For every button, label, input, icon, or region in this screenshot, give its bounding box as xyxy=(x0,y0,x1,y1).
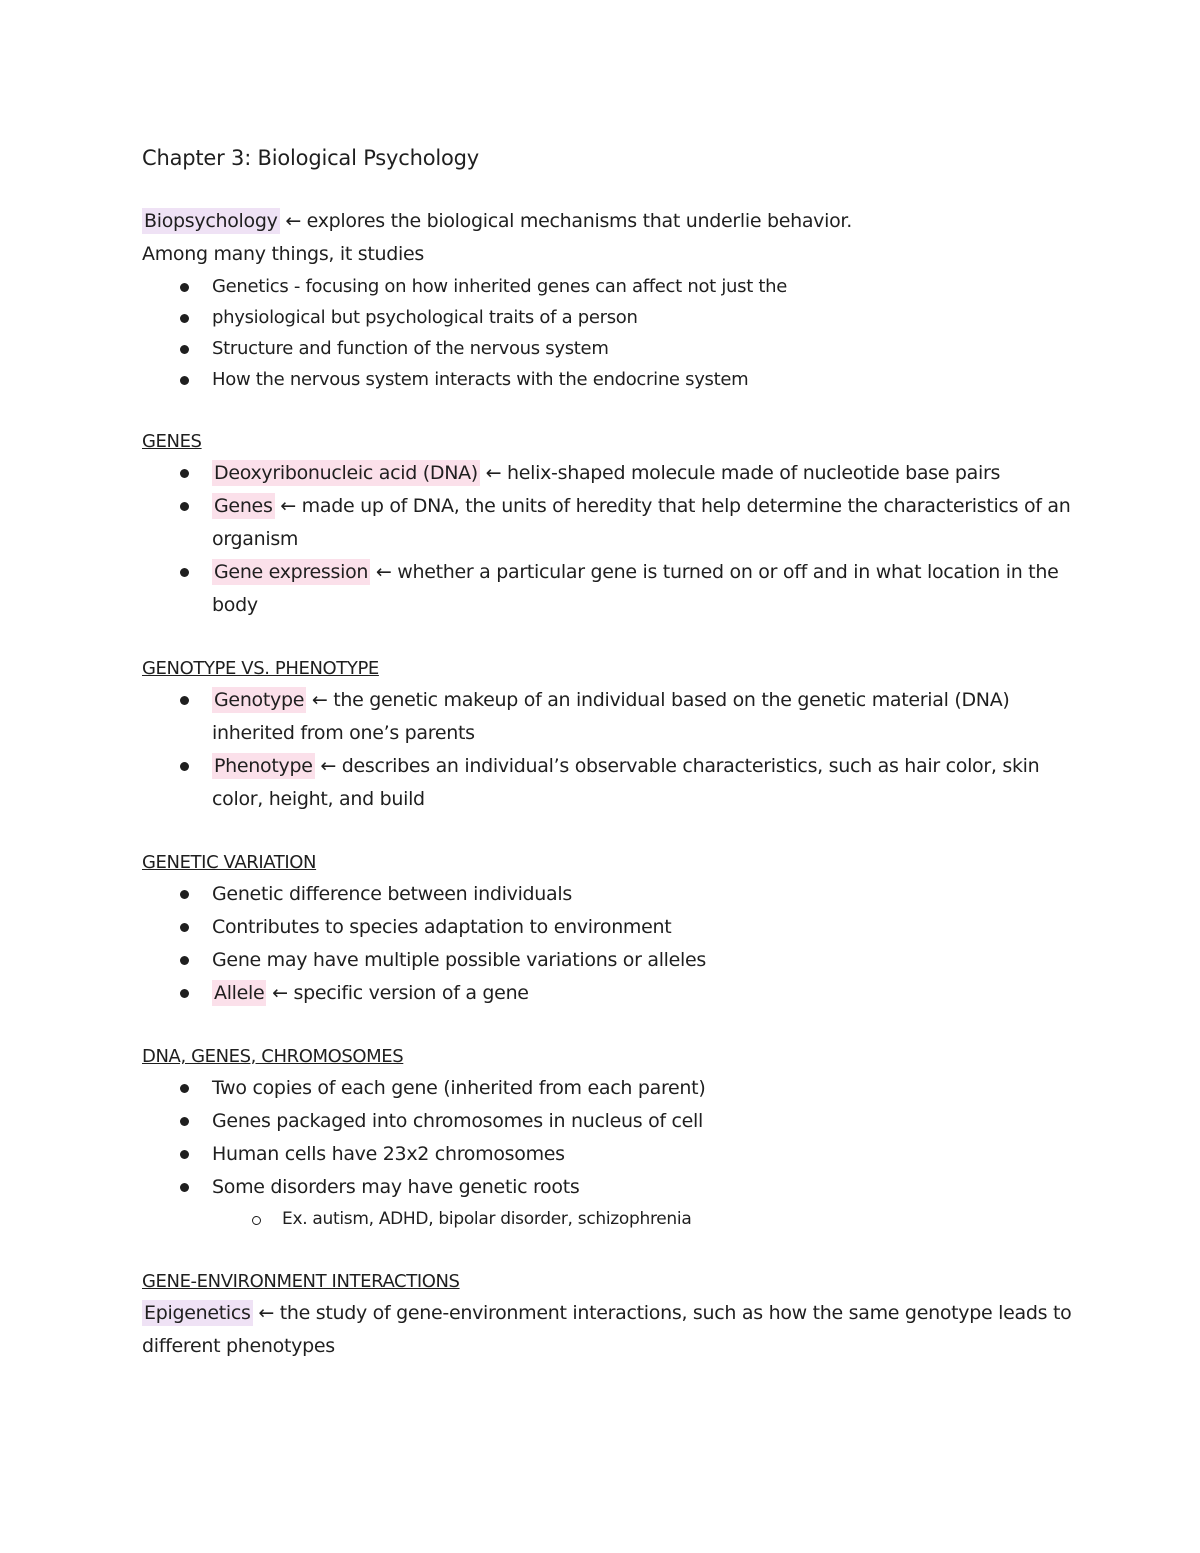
intro-list xyxy=(142,271,1072,395)
term-genotype: Genotype xyxy=(214,689,305,711)
chromosomes-sublist xyxy=(142,1204,1072,1235)
biopsychology-definition: ← explores the biological mechanisms that underlie behavior. xyxy=(279,210,852,232)
allele-definition: ← specific version of a gene xyxy=(266,982,529,1004)
term-biopsychology: Biopsychology xyxy=(144,210,278,232)
chromosomes-list xyxy=(142,1072,1072,1204)
list-item xyxy=(142,977,1072,1010)
list-item: How the nervous system interacts with the endocrine system xyxy=(142,364,1072,395)
intro-definition xyxy=(142,205,1072,238)
page-title: Chapter 3: Biological Psychology xyxy=(142,146,480,170)
dna-definition: ← helix-shaped molecule made of nucleotide base pairs xyxy=(479,462,1001,484)
list-item xyxy=(142,490,1072,556)
variation-list xyxy=(142,878,1072,1010)
list-item xyxy=(142,556,1072,622)
intro-lead: Among many things, it studies xyxy=(142,243,424,265)
genes-list xyxy=(142,457,1072,622)
phenotype-definition: ← describes an individual’s observable characteristics, such as hair color, skin color, height, and build xyxy=(212,755,1040,810)
list-item: Genetic difference between individuals xyxy=(142,878,1072,911)
list-item: Structure and function of the nervous system xyxy=(142,333,1072,364)
epigenetics-definition-line xyxy=(142,1297,1072,1363)
list-item: Two copies of each gene (inherited from each parent) xyxy=(142,1072,1072,1105)
list-item: physiological but psychological traits of a person xyxy=(142,302,1072,333)
genes-definition: ← made up of DNA, the units of heredity that help determine the characteristics of an organism xyxy=(212,495,1071,550)
section-heading-genotype: GENOTYPE VS. PHENOTYPE xyxy=(142,658,379,679)
genotype-definition: ← the genetic makeup of an individual based on the genetic material (DNA) inherited from one’s parents xyxy=(212,689,1010,744)
term-allele: Allele xyxy=(214,982,265,1004)
section-heading-interactions: GENE-ENVIRONMENT INTERACTIONS xyxy=(142,1271,460,1292)
section-heading-variation: GENETIC VARIATION xyxy=(142,852,317,873)
list-item xyxy=(142,684,1072,750)
sub-list-item: Ex. autism, ADHD, bipolar disorder, schizophrenia xyxy=(142,1204,1072,1235)
list-item: Genes packaged into chromosomes in nucleus of cell xyxy=(142,1105,1072,1138)
list-item xyxy=(142,750,1072,816)
term-genes: Genes xyxy=(214,495,273,517)
genotype-list xyxy=(142,684,1072,816)
list-item: Human cells have 23x2 chromosomes xyxy=(142,1138,1072,1171)
list-item: Some disorders may have genetic roots xyxy=(142,1171,1072,1204)
document-page xyxy=(142,143,1072,1363)
gene-expression-definition: ← whether a particular gene is turned on or off and in what location in the body xyxy=(212,561,1059,616)
epigenetics-definition: ← the study of gene-environment interactions, such as how the same genotype leads to different phenotypes xyxy=(142,1302,1072,1357)
list-item xyxy=(142,457,1072,490)
term-gene-expression: Gene expression xyxy=(214,561,369,583)
term-dna: Deoxyribonucleic acid (DNA) xyxy=(214,462,478,484)
list-item: Gene may have multiple possible variations or alleles xyxy=(142,944,1072,977)
list-item: Contributes to species adaptation to environment xyxy=(142,911,1072,944)
section-heading-chromosomes: DNA, GENES, CHROMOSOMES xyxy=(142,1046,404,1067)
term-epigenetics: Epigenetics xyxy=(144,1302,251,1324)
section-heading-genes: GENES xyxy=(142,431,202,452)
list-item: Genetics - focusing on how inherited genes can affect not just the xyxy=(142,271,1072,302)
term-phenotype: Phenotype xyxy=(214,755,313,777)
